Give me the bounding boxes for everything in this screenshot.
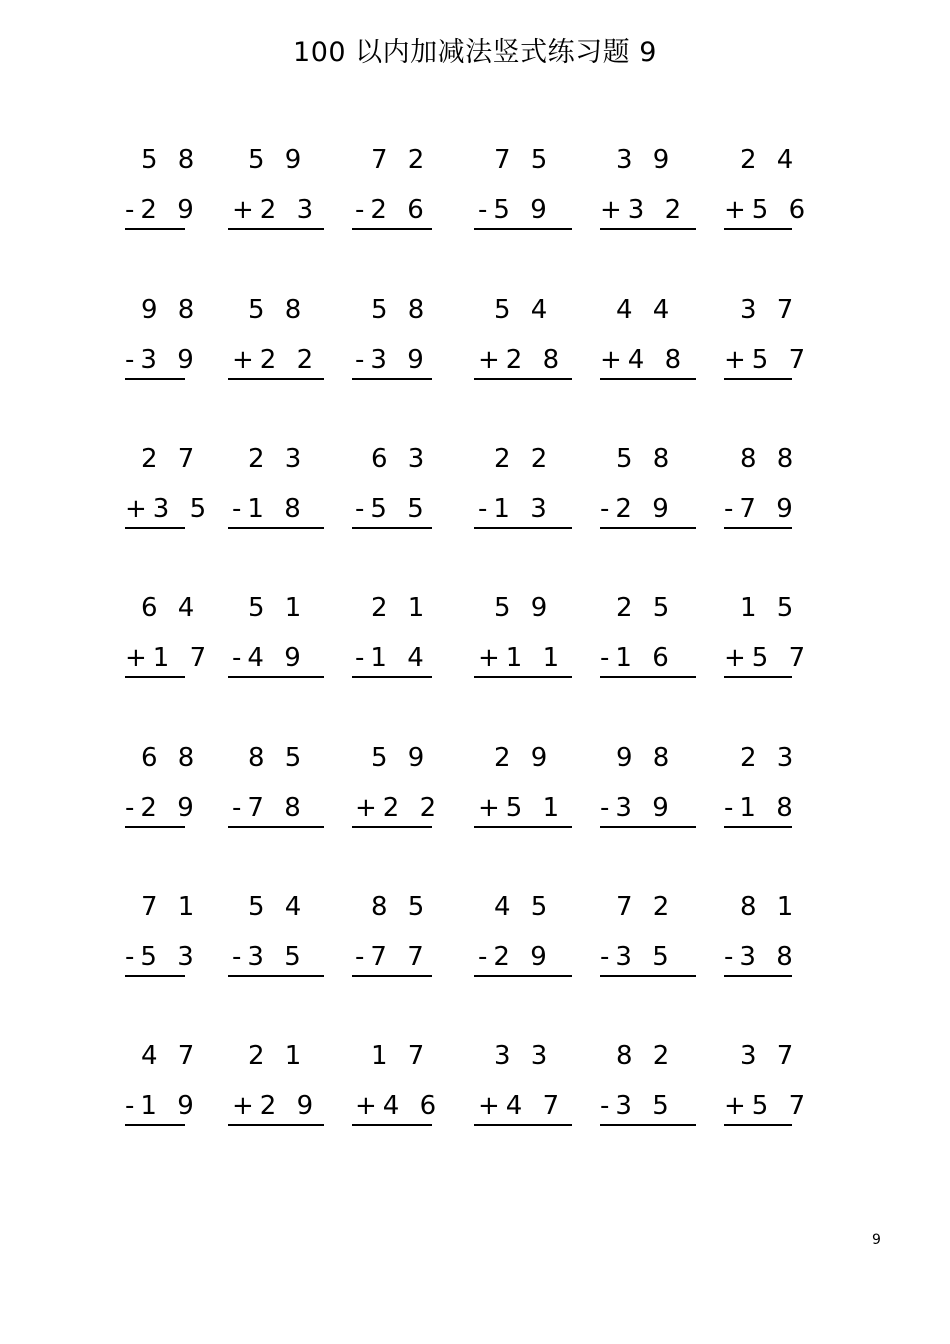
bottom-operand: -7 7 [355,942,430,972]
problem-3-3 [355,441,485,541]
top-number: 3 3 [494,1041,554,1071]
top-number: 3 9 [616,145,676,175]
answer-line [352,378,432,380]
bottom-operand: +2 3 [232,195,320,225]
bottom-operand: -3 9 [125,345,200,375]
bottom-operand: -5 9 [478,195,553,225]
bottom-operand: +1 1 [478,643,566,673]
bottom-operand: -3 8 [724,942,799,972]
top-number: 8 8 [740,444,800,474]
bottom-operand: +2 2 [355,793,443,823]
problem-3-6 [724,441,854,541]
bottom-operand: +4 7 [478,1091,566,1121]
answer-line [474,228,572,230]
top-number: 2 7 [141,444,201,474]
problem-1-4 [478,142,608,242]
answer-line [724,1124,792,1126]
problem-7-6 [724,1038,854,1138]
top-number: 9 8 [616,743,676,773]
problem-4-2 [232,590,362,690]
answer-line [600,975,696,977]
top-number: 5 4 [248,892,308,922]
top-number: 4 7 [141,1041,201,1071]
answer-line [125,1124,185,1126]
bottom-operand: -1 9 [125,1091,200,1121]
answer-line [228,975,324,977]
answer-line [474,527,572,529]
answer-line [600,378,696,380]
problem-2-5 [600,292,730,392]
answer-line [600,1124,696,1126]
problem-5-5 [600,740,730,840]
answer-line [724,975,792,977]
answer-line [228,826,324,828]
problem-1-3 [355,142,485,242]
problem-6-5 [600,889,730,989]
bottom-operand: -1 8 [232,494,307,524]
bottom-operand: -5 5 [355,494,430,524]
bottom-operand: -2 9 [125,195,200,225]
problem-2-4 [478,292,608,392]
answer-line [600,228,696,230]
answer-line [724,826,792,828]
top-number: 2 1 [248,1041,308,1071]
bottom-operand: -3 5 [600,1091,675,1121]
bottom-operand: -3 9 [355,345,430,375]
answer-line [352,527,432,529]
bottom-operand: -3 5 [600,942,675,972]
answer-line [600,676,696,678]
bottom-operand: -7 8 [232,793,307,823]
top-number: 4 5 [494,892,554,922]
answer-line [125,975,185,977]
top-number: 2 4 [740,145,800,175]
answer-line [125,826,185,828]
problem-4-4 [478,590,608,690]
bottom-operand: +3 2 [600,195,688,225]
answer-line [724,378,792,380]
bottom-operand: -1 4 [355,643,430,673]
top-number: 2 5 [616,593,676,623]
bottom-operand: -4 9 [232,643,307,673]
problem-7-5 [600,1038,730,1138]
problem-3-2 [232,441,362,541]
top-number: 4 4 [616,295,676,325]
problem-1-2 [232,142,362,242]
answer-line [724,228,792,230]
top-number: 9 8 [141,295,201,325]
bottom-operand: +5 7 [724,1091,812,1121]
bottom-operand: +1 7 [125,643,213,673]
problem-5-3 [355,740,485,840]
problem-7-3 [355,1038,485,1138]
answer-line [125,228,185,230]
bottom-operand: +2 9 [232,1091,320,1121]
answer-line [125,527,185,529]
answer-line [474,676,572,678]
top-number: 5 4 [494,295,554,325]
top-number: 5 9 [371,743,431,773]
bottom-operand: -2 6 [355,195,430,225]
top-number: 3 7 [740,295,800,325]
problem-1-5 [600,142,730,242]
bottom-operand: +5 7 [724,345,812,375]
answer-line [228,527,324,529]
problem-6-3 [355,889,485,989]
answer-line [125,378,185,380]
top-number: 5 8 [616,444,676,474]
answer-line [600,826,696,828]
problem-6-4 [478,889,608,989]
answer-line [228,378,324,380]
bottom-operand: +2 8 [478,345,566,375]
top-number: 7 2 [371,145,431,175]
answer-line [600,527,696,529]
problem-6-2 [232,889,362,989]
answer-line [474,975,572,977]
top-number: 5 9 [248,145,308,175]
problem-5-6 [724,740,854,840]
answer-line [724,676,792,678]
top-number: 2 3 [740,743,800,773]
bottom-operand: -7 9 [724,494,799,524]
top-number: 1 7 [371,1041,431,1071]
top-number: 2 3 [248,444,308,474]
answer-line [228,1124,324,1126]
answer-line [125,676,185,678]
problem-3-4 [478,441,608,541]
top-number: 5 8 [248,295,308,325]
bottom-operand: +3 5 [125,494,213,524]
problem-6-6 [724,889,854,989]
problem-3-5 [600,441,730,541]
top-number: 8 5 [248,743,308,773]
problem-7-4 [478,1038,608,1138]
answer-line [474,826,572,828]
answer-line [228,676,324,678]
answer-line [352,1124,432,1126]
problem-5-2 [232,740,362,840]
top-number: 6 4 [141,593,201,623]
problem-4-3 [355,590,485,690]
problem-7-2 [232,1038,362,1138]
bottom-operand: -3 9 [600,793,675,823]
answer-line [352,228,432,230]
top-number: 6 3 [371,444,431,474]
top-number: 7 1 [141,892,201,922]
bottom-operand: -3 5 [232,942,307,972]
top-number: 5 1 [248,593,308,623]
bottom-operand: +5 6 [724,195,812,225]
problem-2-2 [232,292,362,392]
bottom-operand: -1 3 [478,494,553,524]
answer-line [228,228,324,230]
top-number: 2 2 [494,444,554,474]
top-number: 7 5 [494,145,554,175]
problem-2-6 [724,292,854,392]
top-number: 8 5 [371,892,431,922]
top-number: 5 9 [494,593,554,623]
page-title: 100 以内加减法竖式练习题 9 [293,37,657,68]
answer-line [474,1124,572,1126]
bottom-operand: -1 6 [600,643,675,673]
bottom-operand: +2 2 [232,345,320,375]
top-number: 5 8 [371,295,431,325]
bottom-operand: -5 3 [125,942,200,972]
bottom-operand: +5 7 [724,643,812,673]
bottom-operand: +5 1 [478,793,566,823]
top-number: 2 1 [371,593,431,623]
problem-5-4 [478,740,608,840]
top-number: 2 9 [494,743,554,773]
bottom-operand: +4 6 [355,1091,443,1121]
top-number: 3 7 [740,1041,800,1071]
bottom-operand: -2 9 [125,793,200,823]
answer-line [352,676,432,678]
answer-line [724,527,792,529]
top-number: 7 2 [616,892,676,922]
answer-line [352,975,432,977]
problem-1-6 [724,142,854,242]
bottom-operand: -1 8 [724,793,799,823]
page-number: 9 [872,1232,881,1248]
answer-line [352,826,432,828]
top-number: 6 8 [141,743,201,773]
problem-4-6 [724,590,854,690]
problem-2-3 [355,292,485,392]
problem-4-5 [600,590,730,690]
bottom-operand: -2 9 [478,942,553,972]
bottom-operand: -2 9 [600,494,675,524]
answer-line [474,378,572,380]
top-number: 8 2 [616,1041,676,1071]
top-number: 8 1 [740,892,800,922]
top-number: 5 8 [141,145,201,175]
top-number: 1 5 [740,593,800,623]
bottom-operand: +4 8 [600,345,688,375]
